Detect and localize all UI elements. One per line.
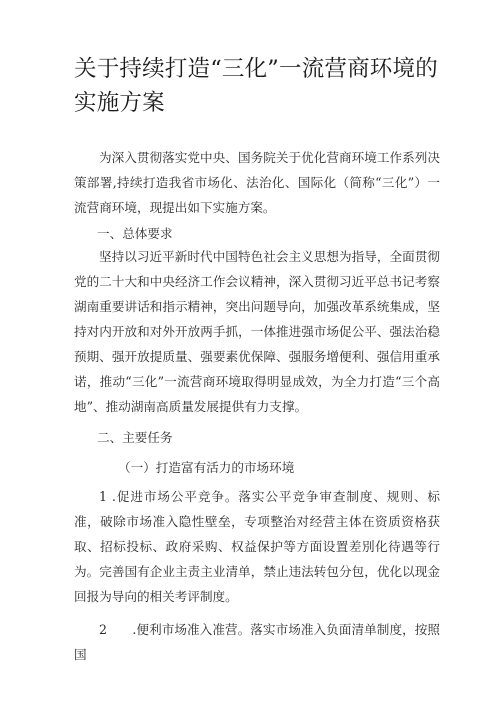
task-item-1: 1 .促进市场公平竞争。落实公平竞争审查制度、规则、标准，破除市场准入隐性壁垒，专项整治对经营主体在资质资格获取、招标投标、政府采购、权益保护等方面设置差別化待遇等行为。完善国有企业主责主业清单，禁止违法转包分包，优化以现金回报为导向的相关考评制度。 xyxy=(74,489,440,604)
task-item-2: 2 .便利市场准入准营。落实市场准入负面清单制度，按照国 xyxy=(74,622,440,662)
section-heading-general-requirements: 一、总体要求 xyxy=(97,226,173,241)
general-requirements-paragraph: 坚持以习近平新时代中国特色社会主义思想为指导，全面贯彻党的二十大和中央经济工作会议精神，深入贯彻习近平总书记考察湖南重要讲话和指示精神，突出问题导向，加强改革系统集成，坚持对内开放和对外开放两手抓，一体推进强市场促公平、强法治稳预期、强开放提质量、强要素优保障、强服务增便利、强信用重承诺，推动“三化”一流营商环境取得明显成效，为全力打造“三个高地”、推动湖南高质量发展提供有力支撑。 xyxy=(74,249,440,414)
section-heading-main-tasks: 二、主要任务 xyxy=(97,430,173,445)
document-title: 关于持续打造“三化”一流营商环境的实施方案 xyxy=(74,56,438,116)
intro-paragraph: 为深入贯彻落实党中央、国务院关于优化营商环境工作系列决策部署,持续打造我省市场化、法治化、国际化（简称“三化”）一流营商环境，现提出如下实施方案。 xyxy=(74,150,440,215)
subsection-heading-market-environment: （一）打造富有活力的市场环境 xyxy=(118,460,295,475)
